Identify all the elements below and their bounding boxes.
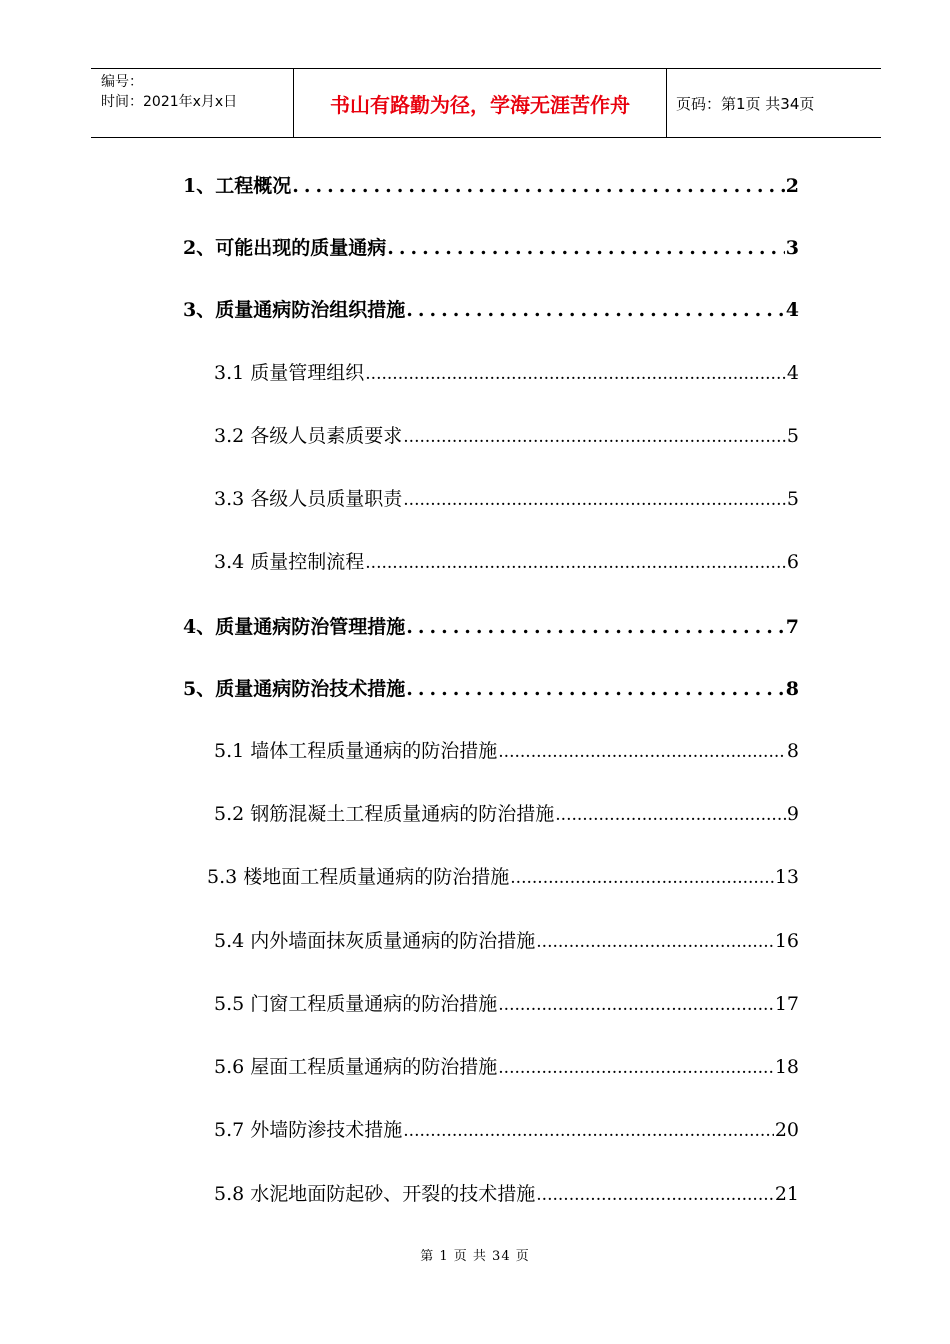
toc-entry-page: 4 [786, 362, 799, 384]
toc-entry-page: 4 [785, 299, 799, 321]
toc-entry-label: 5.2 钢筋混凝土工程质量通病的防治措施 [214, 803, 555, 825]
toc-entry-label: 5.8 水泥地面防起砂、开裂的技术措施 [214, 1183, 536, 1205]
toc-entry-page: 13 [774, 866, 799, 888]
toc-leader-dots [498, 737, 786, 767]
toc-entry[interactable] [214, 358, 799, 388]
toc-leader-dots [292, 171, 785, 201]
toc-leader-dots [403, 1116, 774, 1146]
toc-leader-dots [536, 1180, 774, 1210]
toc-entry-label: 5.6 屋面工程质量通病的防治措施 [214, 1056, 498, 1078]
document-number-label: 编号： [101, 74, 143, 90]
toc-entry-label: 3.1 质量管理组织 [214, 362, 365, 384]
toc-entry[interactable] [214, 547, 799, 577]
toc-leader-dots [403, 422, 786, 452]
toc-leader-dots [555, 800, 786, 830]
toc-entry[interactable] [214, 484, 799, 514]
toc-entry-page: 5 [786, 488, 799, 510]
toc-entry[interactable] [183, 612, 799, 642]
toc-leader-dots [365, 548, 786, 578]
toc-leader-dots [406, 674, 785, 704]
toc-leader-dots [387, 233, 785, 263]
toc-entry[interactable] [183, 233, 799, 263]
toc-entry-page: 9 [786, 803, 799, 825]
toc-entry-label: 3.2 各级人员素质要求 [214, 425, 403, 447]
toc-entry-page: 6 [786, 551, 799, 573]
toc-entry-page: 7 [785, 616, 799, 638]
toc-entry-label: 5.7 外墙防渗技术措施 [214, 1119, 403, 1141]
toc-entry[interactable] [183, 171, 799, 201]
toc-entry-label: 1、工程概况 [183, 175, 292, 197]
toc-entry-page: 16 [774, 930, 799, 952]
toc-entry[interactable] [214, 1115, 799, 1145]
toc-entry-page: 8 [785, 678, 799, 700]
toc-entry-label: 5.5 门窗工程质量通病的防治措施 [214, 993, 498, 1015]
toc-leader-dots [498, 1053, 774, 1083]
toc-entry-page: 17 [774, 993, 799, 1015]
toc-leader-dots [365, 359, 786, 389]
toc-entry-label: 3.4 质量控制流程 [214, 551, 365, 573]
header-page-info: 页码：第1页 共34页 [676, 94, 815, 113]
toc-leader-dots [403, 485, 786, 515]
toc-entry[interactable] [183, 674, 799, 704]
toc-entry-page: 5 [786, 425, 799, 447]
toc-entry[interactable] [214, 421, 799, 451]
toc-leader-dots [536, 927, 774, 957]
toc-entry-label: 2、可能出现的质量通病 [183, 237, 387, 259]
toc-entry[interactable] [214, 736, 799, 766]
toc-entry[interactable] [214, 799, 799, 829]
toc-entry-label: 3、质量通病防治组织措施 [183, 299, 406, 321]
toc-leader-dots [510, 863, 774, 893]
toc-entry-page: 2 [785, 175, 799, 197]
toc-entry-page: 21 [774, 1183, 799, 1205]
toc-entry-page: 18 [774, 1056, 799, 1078]
document-time-label: 时间：2021年x月x日 [101, 94, 238, 110]
toc-entry-label: 3.3 各级人员质量职责 [214, 488, 403, 510]
header-motto: 书山有路勤为径，学海无涯苦作舟 [330, 92, 630, 117]
toc-entry-label: 5.3 楼地面工程质量通病的防治措施 [207, 866, 510, 888]
page-footer: 第 1 页 共 34 页 [420, 1249, 530, 1264]
toc-entry[interactable] [214, 1179, 799, 1209]
toc-entry[interactable] [207, 862, 799, 892]
toc-entry-label: 4、质量通病防治管理措施 [183, 616, 406, 638]
toc-entry[interactable] [214, 1052, 799, 1082]
toc-leader-dots [406, 295, 785, 325]
toc-entry-page: 3 [785, 237, 799, 259]
toc-entry[interactable] [214, 989, 799, 1019]
toc-entry-label: 5、质量通病防治技术措施 [183, 678, 406, 700]
toc-entry[interactable] [183, 295, 799, 325]
toc-entry-page: 8 [786, 740, 799, 762]
toc-entry-label: 5.1 墙体工程质量通病的防治措施 [214, 740, 498, 762]
toc-leader-dots [406, 612, 785, 642]
toc-entry-page: 20 [774, 1119, 799, 1141]
toc-entry[interactable] [214, 926, 799, 956]
toc-leader-dots [498, 990, 774, 1020]
toc-entry-label: 5.4 内外墙面抹灰质量通病的防治措施 [214, 930, 536, 952]
